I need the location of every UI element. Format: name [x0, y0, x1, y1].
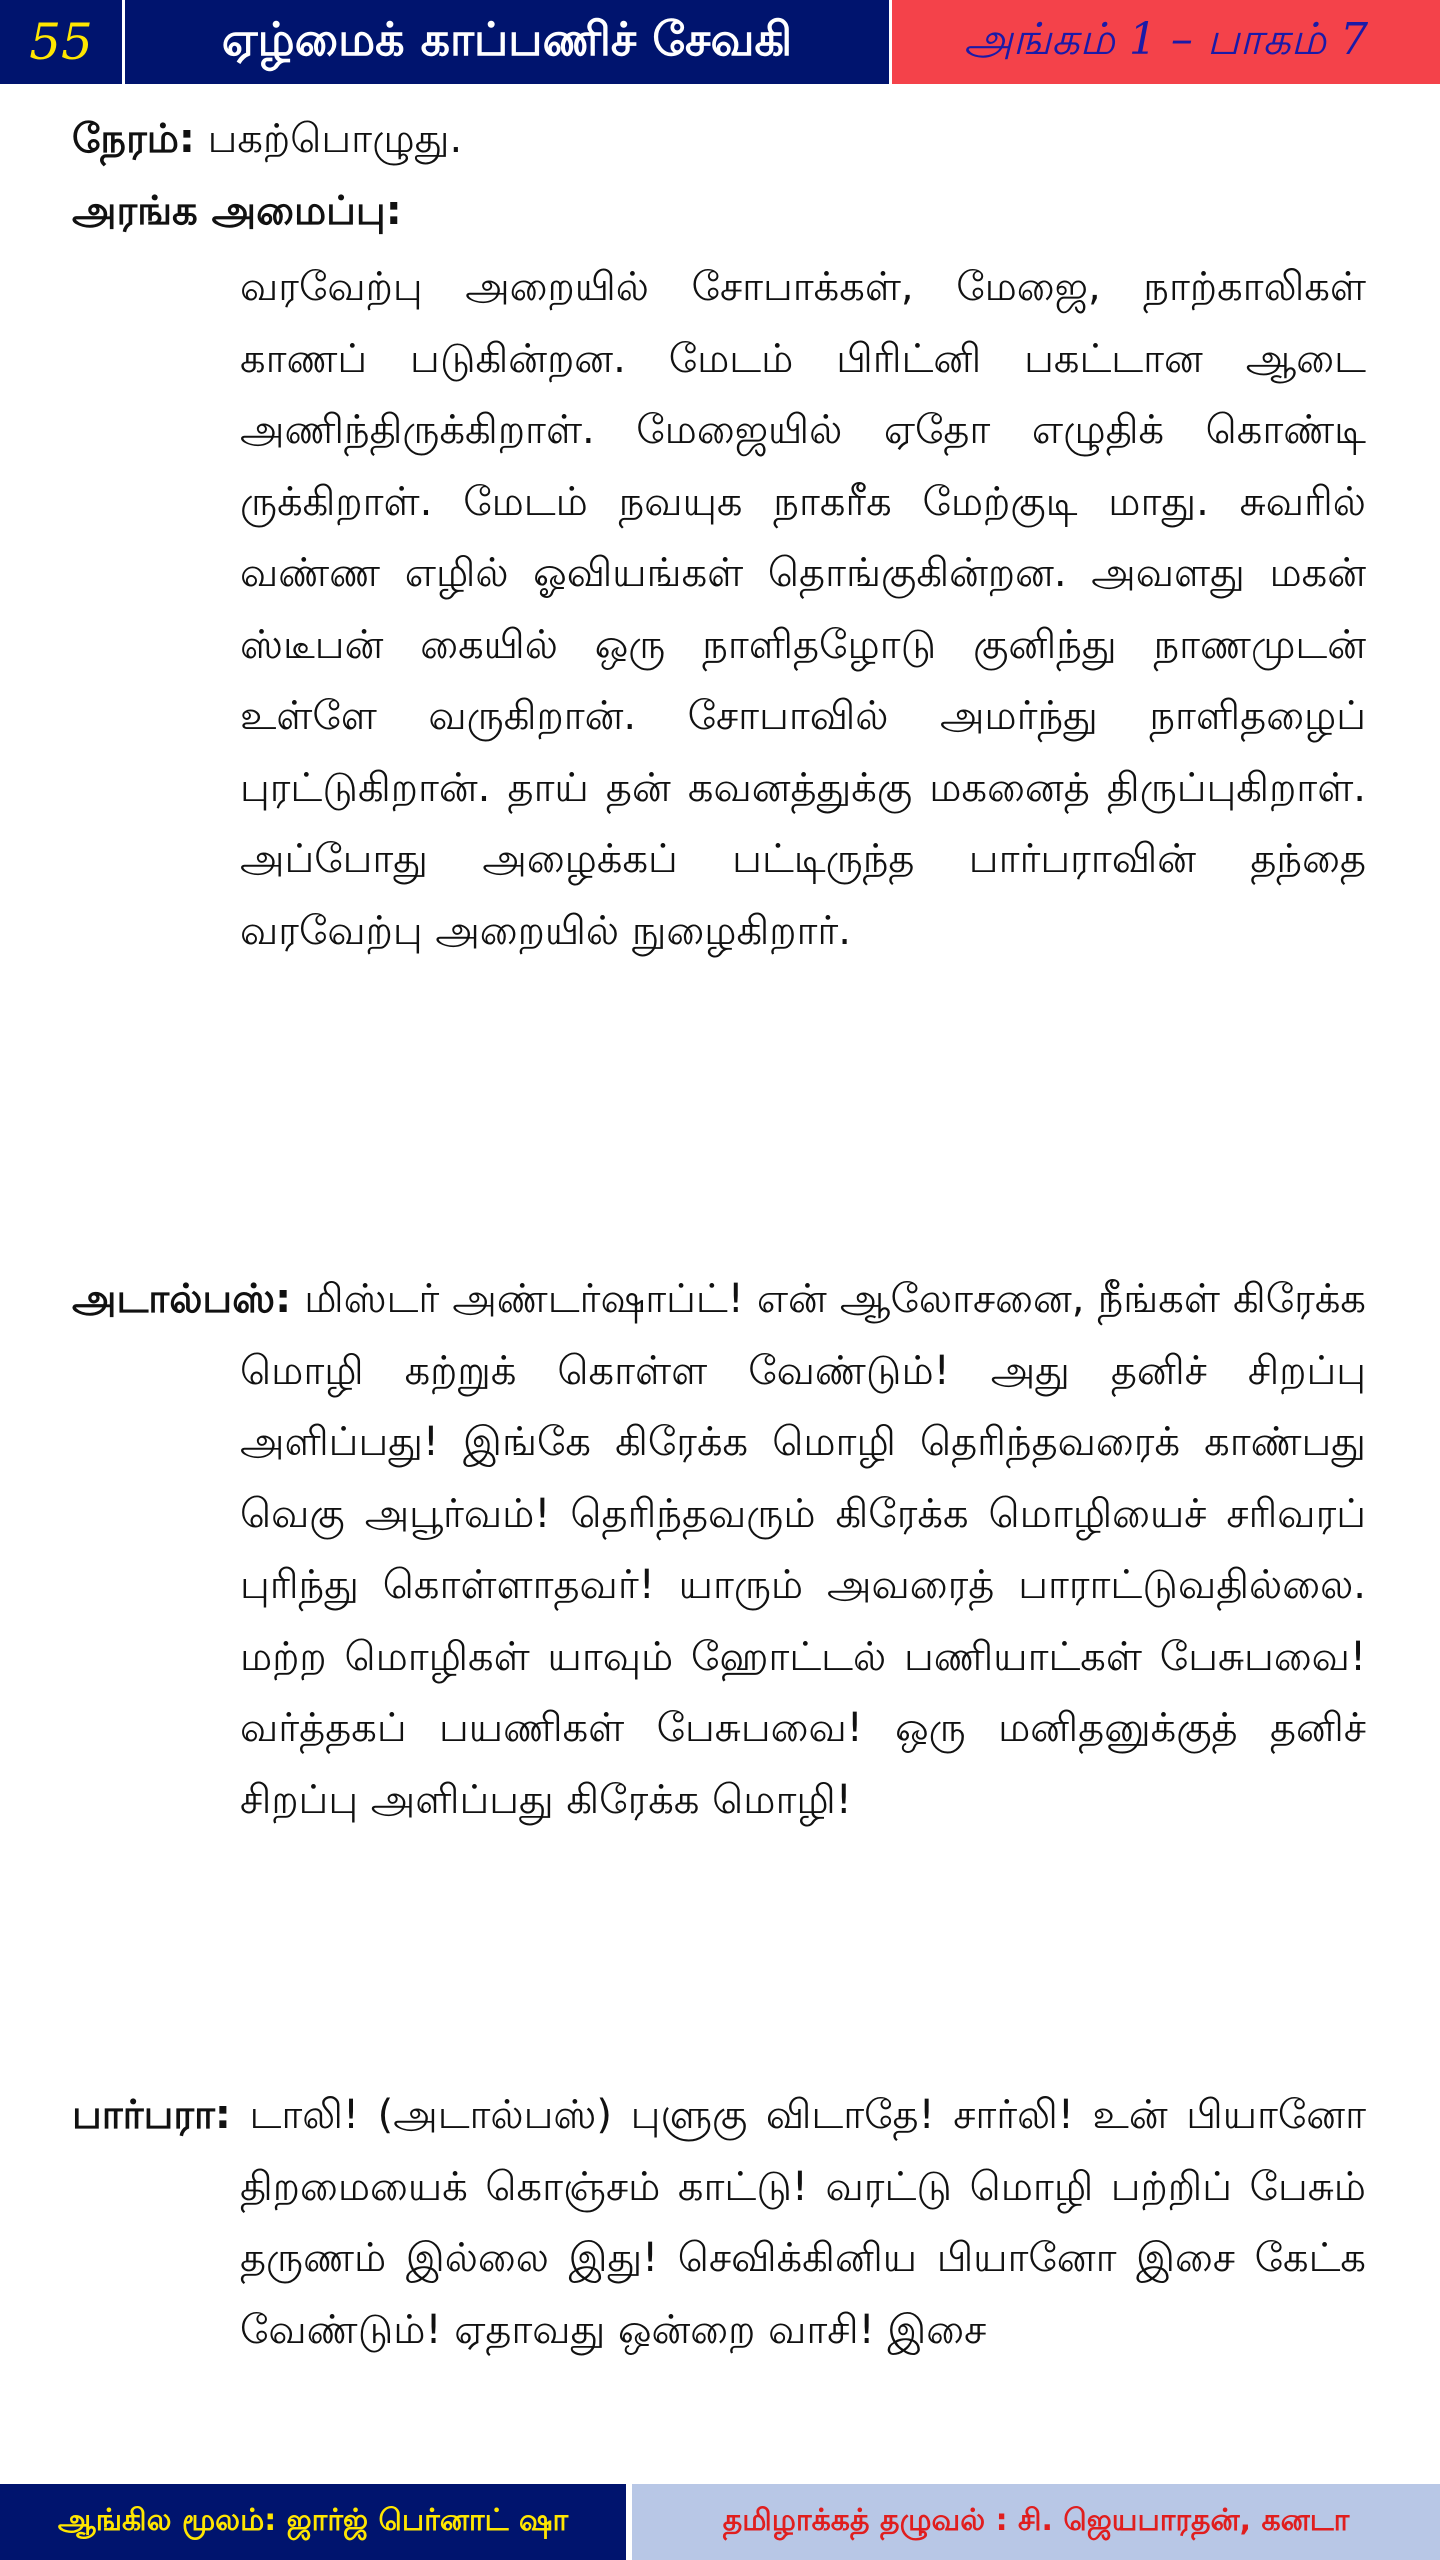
page-number: 55 [0, 0, 122, 84]
dialogue-adolphus [72, 1264, 1366, 1836]
dialogue-text: மிஸ்டர் அண்டர்ஷாப்ட்! என் ஆலோசனை, நீங்கள் கிரேக்க மொழி கற்றுக் கொள்ள வேண்டும்! அது தனிச் சிறப்பு அளிப்பது! இங்கே கிரேக்க மொழி தெரிந்தவரைக் காண்பது வெகு அபூர்வம்! தெரிந்தவரும் கிரேக்க மொழியைச் சரிவரப் புரிந்து கொள்ளாதவர்! யாரும் அவரைத் பாராட்டுவதில்லை. மற்ற மொழிகள் யாவும் ஹோட்டல் பணியாட்கள் பேசுபவை! வர்த்தகப் பயணிகள் பேசுபவை! ஒரு மனிதனுக்குத் தனிச் சிறப்பு அளிப்பது கிரேக்க மொழி! [240, 1276, 1366, 1823]
time-label: நேரம்: [72, 116, 195, 162]
setting-heading [72, 182, 402, 240]
dialogue-barbara [72, 2080, 1366, 2366]
speaker-name: பார்பரா: [72, 2092, 231, 2138]
setting-label: அரங்க அமைப்பு: [72, 188, 402, 234]
act-part-label: அங்கம் 1 – பாகம் 7 [892, 0, 1440, 84]
page-footer [0, 2484, 1440, 2560]
page-header [0, 0, 1440, 84]
speaker-name: அடால்பஸ்: [72, 1276, 292, 1322]
translation-credit: தமிழாக்கத் தழுவல் : சி. ஜெயபாரதன், கனடா [632, 2484, 1440, 2560]
book-title: ஏழ்மைக் காப்பணிச் சேவகி [122, 0, 892, 84]
page-content [0, 84, 1440, 2472]
source-credit: ஆங்கில மூலம்: ஜார்ஜ் பெர்னாட் ஷா [0, 2484, 632, 2560]
time-line [72, 110, 462, 168]
time-value: பகற்பொழுது. [207, 116, 463, 162]
dialogue-text: டாலி! (அடால்பஸ்) புளுகு விடாதே! சார்லி! உன் பியானோ திறமையைக் கொஞ்சம் காட்டு! வரட்டு மொழி பற்றிப் பேசும் தருணம் இல்லை இது! செவிக்கினிய பியானோ இசை கேட்க வேண்டும்! ஏதாவது ஒன்றை வாசி! இசை [240, 2092, 1366, 2353]
stage-directions: வரவேற்பு அறையில் சோபாக்கள், மேஜை, நாற்காலிகள் காணப் படுகின்றன. மேடம் பிரிட்னி பகட்டான ஆடை அணிந்திருக்கிறாள். மேஜையில் ஏதோ எழுதிக் கொண்டி ருக்கிறாள். மேடம் நவயுக நாகரீக மேற்குடி மாது. சுவரில் வண்ண எழில் ஓவியங்கள் தொங்குகின்றன. அவளது மகன் ஸ்டீபன் கையில் ஒரு நாளிதழோடு குனிந்து நாணமுடன் உள்ளே வருகிறான். சோபாவில் அமர்ந்து நாளிதழைப் புரட்டுகிறான். தாய் தன் கவனத்துக்கு மகனைத் திருப்புகிறாள். அப்போது அழைக்கப் பட்டிருந்த பார்பராவின் தந்தை வரவேற்பு அறையில் நுழைகிறார். [240, 264, 1366, 954]
